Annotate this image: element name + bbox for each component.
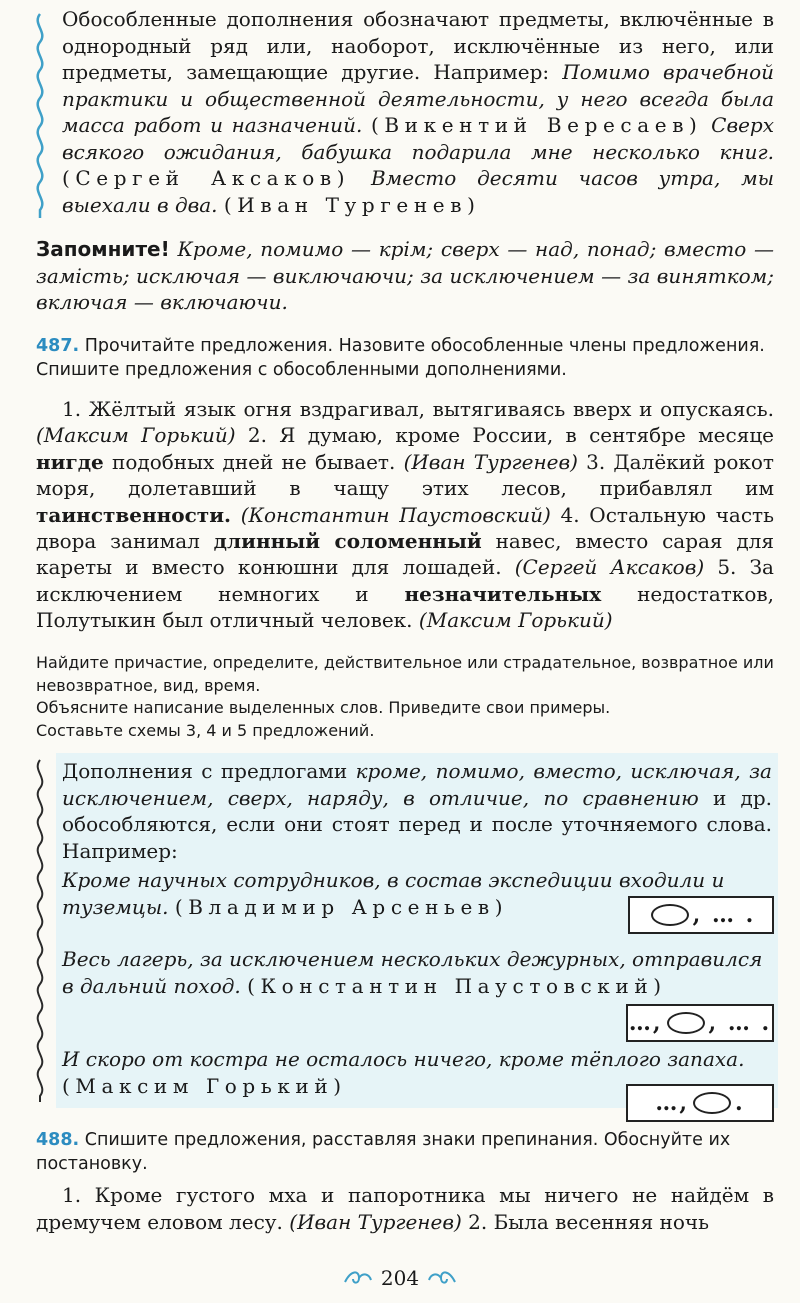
sentence: 3. Далёкий рокот моря, долетавший в чащу этих лесов, прибавлял им	[36, 449, 774, 501]
example-sentence: Помимо врачебной практики и общественной деятельности, у него всегда была масса работ и назначений.	[62, 60, 774, 137]
example-author: (Иван Тургенев)	[223, 192, 481, 217]
sentence-scheme	[626, 1084, 774, 1122]
instruction-text: Прочитайте предложения. Назовите обособленные члены предложения. Спишите предложения с обособленными дополнениями.	[36, 336, 765, 380]
sentence: 2. Я думаю, кроме России, в сентябре месяце	[247, 423, 775, 448]
exercise-number: 488.	[36, 1130, 80, 1150]
example-sentence: И скоро от костра не осталось ничего, кроме тёплого запаха.	[62, 1047, 745, 1071]
page-number: 204	[380, 1266, 420, 1290]
sentence: подобных дней не бывает.	[112, 449, 396, 474]
rule-prepositions: кроме, помимо, вместо, исключая, за исключением, сверх, наряду, в отличие, по сравнению	[62, 759, 772, 810]
vine-ornament-icon	[30, 758, 50, 1104]
example-author: (Максим Горький)	[62, 1073, 347, 1098]
rule-text: и др. обособляются, если они стоят перед и после уточняемого слова. Например:	[62, 785, 772, 863]
example-sentence: Кроме научных сотрудников, в состав экспедиции входили и туземцы.	[62, 868, 725, 919]
example-author: (Константин Паустовский)	[247, 973, 667, 998]
swirl-ornament-icon	[343, 1268, 373, 1288]
example-author: (Викентий Вересаев)	[370, 113, 703, 137]
sentence: 2. Была весенняя ночь	[468, 1209, 710, 1234]
scheme-text: …,	[655, 1090, 689, 1116]
rule-definition	[62, 758, 772, 864]
oval-icon	[667, 1012, 705, 1034]
remember-label: Запомните!	[36, 237, 170, 261]
sentence: недостатков, Полутыкин был отличный человек.	[36, 581, 774, 633]
sentence-author: (Константин Паустовский)	[240, 502, 551, 527]
scheme-text: .	[735, 1090, 745, 1116]
task-text: Объясните написание выделенных слов. Приведите свои примеры.	[36, 698, 611, 717]
example-sentence: Вместо десяти часов утра, мы выехали в два.	[62, 166, 774, 217]
exercise-488-sentences	[36, 1182, 774, 1235]
sentence: 5. За исключением немногих и	[36, 555, 774, 606]
exercise-487-tasks	[36, 652, 778, 742]
sentence-author: (Максим Горький)	[36, 423, 236, 448]
rule-definition	[62, 6, 774, 218]
rule-text: Дополнения с предлогами	[62, 759, 356, 783]
highlighted-word: таинственности.	[36, 502, 231, 527]
oval-icon	[651, 904, 689, 926]
sentence: навес, вместо сарая для кареты и вместо конюшни для лошадей.	[36, 529, 775, 580]
sentence: 1. Кроме густого мха и папоротника мы ничего не найдём в дремучем еловом лесу.	[36, 1183, 774, 1234]
rule-text: Обособленные дополнения обозначают предметы, включённые в однородный ряд или, наоборот, исключённые из него, или предметы, замещающие другие. Например:	[62, 7, 774, 84]
oval-icon	[693, 1092, 731, 1114]
instruction-text: Спишите предложения, расставляя знаки препинания. Обоснуйте их постановку.	[36, 1130, 731, 1174]
task-text: Найдите причастие, определите, действительное или страдательное, возвратное или невозвратное, вид, время.	[36, 653, 774, 695]
sentence-author: (Иван Тургенев)	[403, 449, 578, 474]
highlighted-word: незначительных	[404, 581, 602, 606]
exercise-487-instruction	[36, 334, 778, 382]
vine-ornament-icon	[30, 12, 50, 220]
sentence-author: (Иван Тургенев)	[289, 1209, 462, 1234]
sentence-author: (Сергей Аксаков)	[514, 555, 705, 580]
exercise-number: 487.	[36, 336, 80, 356]
exercise-488-instruction	[36, 1128, 778, 1176]
task-text: Составьте схемы 3, 4 и 5 предложений.	[36, 720, 375, 740]
remember-note	[36, 236, 774, 316]
sentence-author: (Максим Горький)	[418, 608, 613, 633]
remember-text: Кроме, помимо — крім; сверх — над, понад; вместо — замість; исключая — виключаючи; за исключением — за винятком; включая — включаючи.	[36, 237, 775, 314]
example-author: (Владимир Арсеньев)	[174, 894, 509, 919]
sentence: 1. Жёлтый язык огня вздрагивал, вытягиваясь вверх и опускаясь.	[62, 397, 774, 421]
sentence: 4. Остальную часть двора занимал	[36, 502, 775, 554]
page-footer	[340, 1262, 460, 1294]
example-sentence: Весь лагерь, за исключением нескольких дежурных, отправился в дальний поход.	[62, 947, 763, 998]
sentence-scheme	[626, 1004, 774, 1042]
rule-example-2	[62, 946, 774, 999]
scheme-text: , … .	[708, 1010, 772, 1036]
swirl-ornament-icon	[427, 1268, 457, 1288]
sentence-scheme	[628, 896, 774, 934]
highlighted-word: длинный соломенный	[213, 529, 482, 554]
example-author: (Сергей Аксаков)	[62, 166, 351, 190]
scheme-text: , … .	[692, 902, 756, 928]
scheme-text: …,	[628, 1010, 663, 1036]
exercise-487-sentences	[36, 396, 774, 634]
highlighted-word: нигде	[36, 449, 104, 474]
example-sentence: Сверх всякого ожидания, бабушка подарила мне несколько книг.	[62, 113, 775, 164]
